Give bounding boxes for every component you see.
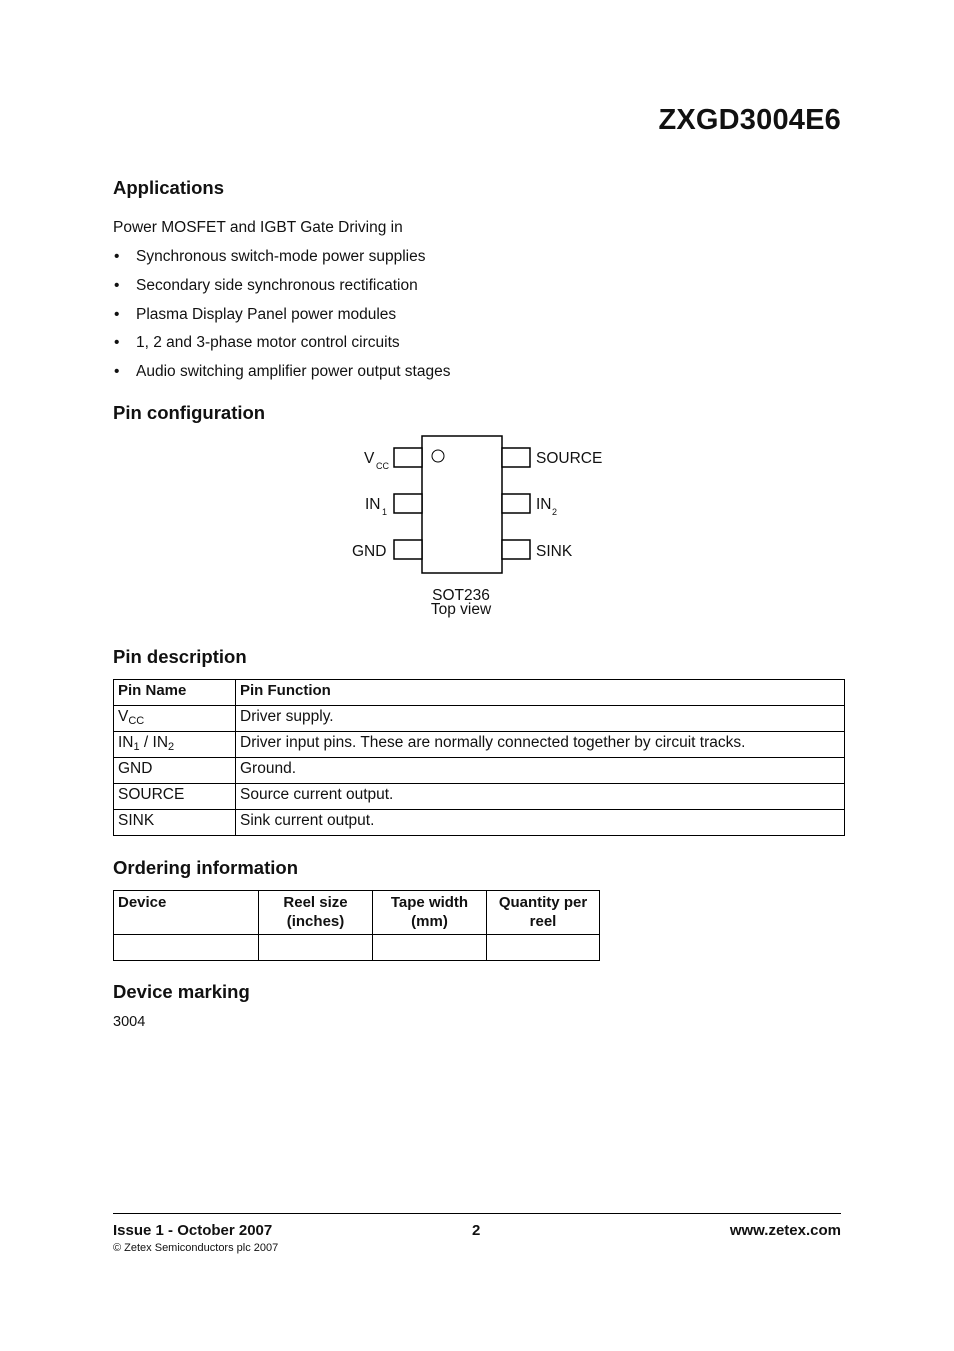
pin-description-table <box>113 679 845 836</box>
table-row <box>114 732 845 758</box>
footer-page-number: 2 <box>472 1222 481 1239</box>
pin-pad-in1 <box>394 494 422 513</box>
pin-configuration-diagram <box>340 432 620 622</box>
document-title: ZXGD3004E6 <box>658 104 841 136</box>
pin-label-vcc-sub: CC <box>376 461 389 471</box>
table-cell <box>487 935 600 961</box>
footer-website[interactable]: www.zetex.com <box>729 1222 841 1239</box>
package-body <box>422 436 502 573</box>
table-cell <box>373 935 487 961</box>
table-row <box>114 706 845 732</box>
table-cell <box>259 935 373 961</box>
pin-pad-in2 <box>502 494 530 513</box>
pin-function-cell: Driver input pins. These are normally connected together by circuit tracks. <box>236 732 845 758</box>
device-marking-value: 3004 <box>113 1014 146 1030</box>
table-row <box>114 810 845 836</box>
list-item: • Audio switching amplifier power output stages <box>113 362 450 391</box>
table-row <box>114 784 845 810</box>
pin-function-cell: Ground. <box>236 758 845 784</box>
table-cell <box>114 935 259 961</box>
pin-pad-gnd <box>394 540 422 559</box>
column-header: Pin Function <box>236 680 845 706</box>
pin-pad-source <box>502 448 530 467</box>
pin-label-in1-sub: 1 <box>382 507 388 517</box>
pin-label-in2: IN <box>536 496 552 513</box>
pin-pad-sink <box>502 540 530 559</box>
footer-divider <box>113 1213 841 1214</box>
pin-name-cell: $IN_1 / IN_2$ <box>114 732 236 758</box>
pin-name-cell: GND <box>114 758 236 784</box>
package-name: SOT236 <box>432 587 490 604</box>
pin-configuration-heading: Pin configuration <box>113 402 266 423</box>
table-header-row <box>114 680 845 706</box>
table-header-row <box>114 891 600 935</box>
ordering-heading: Ordering information <box>113 857 298 878</box>
pin-function-cell: Driver supply. <box>236 706 845 732</box>
pin-label-source: SOURCE <box>536 450 603 467</box>
package-view: Top view <box>430 601 492 618</box>
device-marking-heading: Device marking <box>113 981 250 1002</box>
pin-name-cell: SINK <box>114 810 236 836</box>
pin-function-cell: Source current output. <box>236 784 845 810</box>
applications-list <box>113 247 450 391</box>
column-header-quantity: Quantity per reel <box>487 891 600 935</box>
column-header-device: Device <box>114 891 259 935</box>
pin-description-heading: Pin description <box>113 646 247 667</box>
list-item: • Secondary side synchronous rectification <box>113 276 450 305</box>
pin-label-in2-sub: 2 <box>552 507 558 517</box>
pin-label-gnd: GND <box>352 543 387 560</box>
pin-label-in1: IN <box>365 496 381 513</box>
pin-label-vcc: V <box>364 450 375 467</box>
ordering-table <box>113 890 600 961</box>
applications-intro: Power MOSFET and IGBT Gate Driving in <box>113 219 403 236</box>
table-row <box>114 935 600 961</box>
pin-function-cell: Sink current output. <box>236 810 845 836</box>
pin-pad-vcc <box>394 448 422 467</box>
pin-name-cell: SOURCE <box>114 784 236 810</box>
applications-heading: Applications <box>113 177 225 198</box>
table-row <box>114 758 845 784</box>
pin-name-cell: $V_{CC}$ <box>114 706 236 732</box>
list-item: • 1, 2 and 3-phase motor control circuits <box>113 333 450 362</box>
footer-copyright: © Zetex Semiconductors plc 2007 <box>113 1242 279 1254</box>
pin-label-sink: SINK <box>536 543 573 560</box>
column-header: Pin Name <box>114 680 236 706</box>
list-item: • Plasma Display Panel power modules <box>113 305 450 334</box>
column-header-tape-width: Tape width (mm) <box>373 891 487 935</box>
list-item: • Synchronous switch-mode power supplies <box>113 247 450 276</box>
footer-issue: Issue 1 - October 2007 <box>113 1222 273 1239</box>
column-header-reel-size: Reel size (inches) <box>259 891 373 935</box>
